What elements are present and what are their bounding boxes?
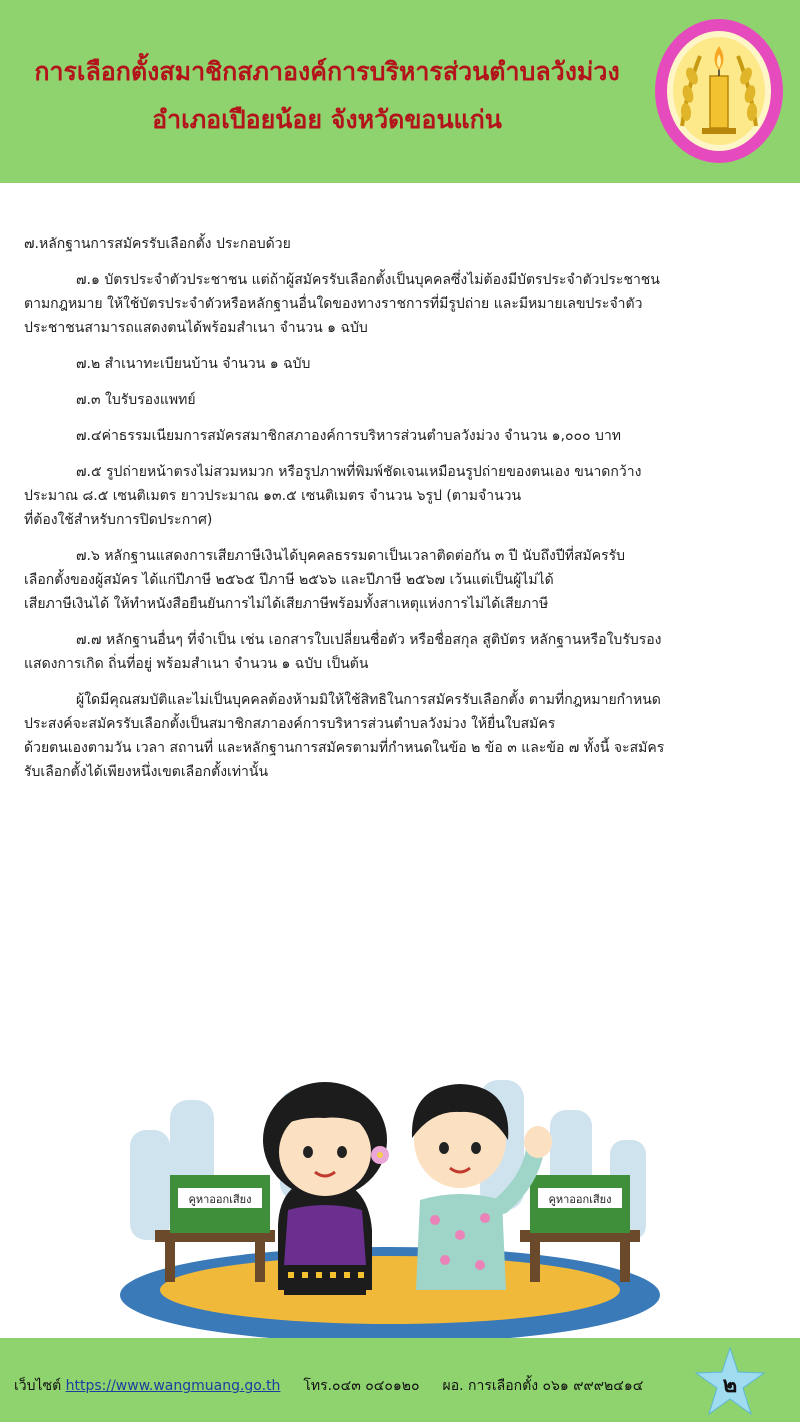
voters-illustration bbox=[110, 1060, 670, 1342]
candle-emblem-logo bbox=[652, 16, 786, 166]
item-7-7: ๗.๗ หลักฐานอื่นๆ ที่จำเป็น เช่น เอกสารใบเปลี่ยนชื่อตัว หรือชื่อสกุล สูติบัตร หลักฐานหรือใบรับรอง แสดงการเกิด ถิ่นที่อยู่ พร้อมสำเนา จำนวน ๑ ฉบับ เป็นต้น bbox=[24, 632, 662, 672]
website-label: เว็บไซต์ bbox=[14, 1378, 62, 1394]
page-number: ๒ bbox=[722, 1372, 738, 1398]
header-banner bbox=[0, 0, 800, 183]
director-phone: ผอ. การเลือกตั้ง ๐๖๑ ๙๙๙๒๔๑๔ bbox=[442, 1378, 644, 1394]
closing-paragraph: ผู้ใดมีคุณสมบัติและไม่เป็นบุคคลต้องห้ามมิให้ใช้สิทธิในการสมัครรับเลือกตั้ง ตามที่กฎหมายกำหนด ประสงค์จะสมัครรับเลือกตั้งเป็นสมาชิกสภาองค์การบริหารส่วนตำบลวังม่วง ให้ยื่นใบสมัคร ด้วยตนเองตามวัน เวลา สถานที่ และหลักฐานการสมัครตามที่กำหนดในข้อ ๒ ข้อ ๓ และข้อ ๗ ทั้งนี้ จะสมัคร รับเลือกตั้งได้เพียงหนึ่งเขตเลือกตั้งเท่านั้น bbox=[24, 692, 665, 780]
website-link[interactable]: https://www.wangmuang.go.th bbox=[65, 1378, 281, 1394]
item-7-4: ๗.๔ค่าธรรมเนียมการสมัครสมาชิกสภาองค์การบริหารส่วนตำบลวังม่วง จำนวน ๑,๐๐๐ บาท bbox=[76, 428, 622, 444]
item-7-3: ๗.๓ ใบรับรองแพทย์ bbox=[76, 392, 196, 408]
page-title: การเลือกตั้งสมาชิกสภาองค์การบริหารส่วนตำบลวังม่วง bbox=[34, 57, 620, 86]
phone-number: โทร.๐๔๓ ๐๔๐๑๒๐ bbox=[303, 1378, 420, 1394]
item-7-6: ๗.๖ หลักฐานแสดงการเสียภาษีเงินได้บุคคลธรรมดาเป็นเวลาติดต่อกัน ๓ ปี นับถึงปีที่สมัครรับ เลือกตั้งของผู้สมัคร ได้แก่ปีภาษี ๒๕๖๕ ปีภาษี ๒๕๖๖ และปีภาษี ๒๕๖๗ เว้นแต่เป็นผู้ไม่ได้ เสียภาษีเงินได้ ให้ทำหนังสือยืนยันการไม่ได้เสียภาษีพร้อมทั้งสาเหตุแห่งการไม่ได้เสียภาษี bbox=[24, 548, 626, 612]
item-7-1: ๗.๑ บัตรประจำตัวประชาชน แต่ถ้าผู้สมัครรับเลือกตั้งเป็นบุคคลซึ่งไม่ต้องมีบัตรประจำตัวประชาชน ตามกฎหมาย ให้ใช้บัตรประจำตัวหรือหลักฐานอื่นใดของทางราชการที่มีรูปถ่าย และมีหมายเลขประจำตัว ประชาชนสามารถแสดงตนได้พร้อมสำเนา จำนวน ๑ ฉบับ bbox=[24, 272, 660, 336]
footer-contact bbox=[14, 1375, 643, 1397]
section-heading: ๗.หลักฐานการสมัครรับเลือกตั้ง ประกอบด้วย bbox=[24, 236, 291, 252]
page-subtitle: อำเภอเปือยน้อย จังหวัดขอนแก่น bbox=[152, 105, 502, 134]
booth-sign-right: คูหาออกเสียง bbox=[548, 1193, 612, 1206]
item-7-5: ๗.๕ รูปถ่ายหน้าตรงไม่สวมหมวก หรือรูปภาพที่พิมพ์ชัดเจนเหมือนรูปถ่ายของตนเอง ขนาดกว้าง ประมาณ ๘.๕ เซนติเมตร ยาวประมาณ ๑๓.๕ เซนติเมตร จำนวน ๖รูป (ตามจำนวน ที่ต้องใช้สำหรับการปิดประกาศ) bbox=[24, 464, 642, 528]
booth-sign-left: คูหาออกเสียง bbox=[188, 1193, 252, 1206]
footer-bar bbox=[0, 1338, 800, 1422]
document-body bbox=[24, 232, 776, 784]
item-7-2: ๗.๒ สำเนาทะเบียนบ้าน จำนวน ๑ ฉบับ bbox=[76, 356, 311, 372]
